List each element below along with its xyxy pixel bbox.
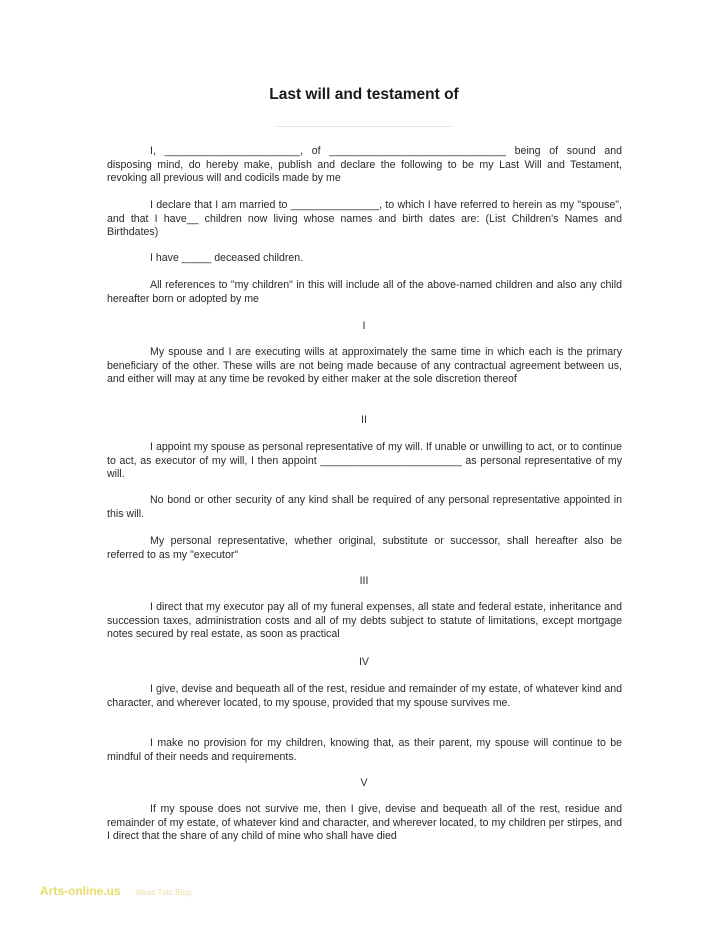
watermark-tagline: Ideas Tuts Blog xyxy=(136,888,192,897)
document-title: Last will and testament of xyxy=(269,86,459,103)
paragraph-deceased-children: I have _____ deceased children. xyxy=(150,252,304,264)
paragraph-no-provision: I make no provision for my children, knowing that, as their parent, my spouse will continue to be mindful of their needs and requirements. xyxy=(107,737,622,763)
paragraph-bond: No bond or other security of any kind shall be required of any personal representative appointed in this will. xyxy=(107,494,622,520)
paragraph-references: All references to "my children" in this will include all of the above-named children and also any child hereafter born or adopted by me xyxy=(107,279,622,305)
paragraph-spouse: I declare that I am married to _______________, to which I have referred to herein as my "spouse", and that I have__ children now living whose names and birth dates are: (List Children's Names and Birthdates) xyxy=(107,199,622,238)
section-heading-4: IV xyxy=(358,656,369,668)
section-heading-1: I xyxy=(362,320,366,332)
paragraph-mutual-wills: My spouse and I are executing wills at approximately the same time in which each is the primary beneficiary of the other. These wills are not being made because of any contractual agreement between us, and either will may at any time be revoked by either maker at the sole discretion thereof xyxy=(107,346,622,385)
paragraph-expenses: I direct that my executor pay all of my funeral expenses, all state and federal estate, inheritance and succession taxes, administration costs and all of my debts subject to statute of limitations, except mortgage notes secured by real estate, as soon as practical xyxy=(107,601,622,640)
paragraph-bequeath: I give, devise and bequeath all of the rest, residue and remainder of my estate, of whatever kind and character, and wherever located, to my spouse, provided that my spouse survives me. xyxy=(107,683,622,709)
paragraph-appoint: I appoint my spouse as personal representative of my will. If unable or unwilling to act, or to continue to act, as executor of my will, I then appoint ________________________ as personal representative of my will. xyxy=(107,441,622,480)
section-heading-3: III xyxy=(359,575,369,587)
watermark-logo: Arts-online.us xyxy=(40,884,121,898)
section-heading-2: II xyxy=(361,414,367,426)
paragraph-executor: My personal representative, whether original, substitute or successor, shall hereafter also be referred to as my "executor" xyxy=(107,535,622,561)
section-heading-5: V xyxy=(360,777,368,789)
paragraph-spouse-not-survive: If my spouse does not survive me, then I give, devise and bequeath all of the rest, residue and remainder of my estate, of whatever kind and character, and wherever located, to my children per stirpes, and I direct that the share of any child of mine who shall have died xyxy=(107,803,622,842)
paragraph-declaration: I, _______________________, of ______________________________ being of sound and disposing mind, do hereby make, publish and declare the following to be my Last Will and Testament, revoking all previous will and codicils made by me xyxy=(107,145,622,184)
title-underline xyxy=(276,126,452,127)
